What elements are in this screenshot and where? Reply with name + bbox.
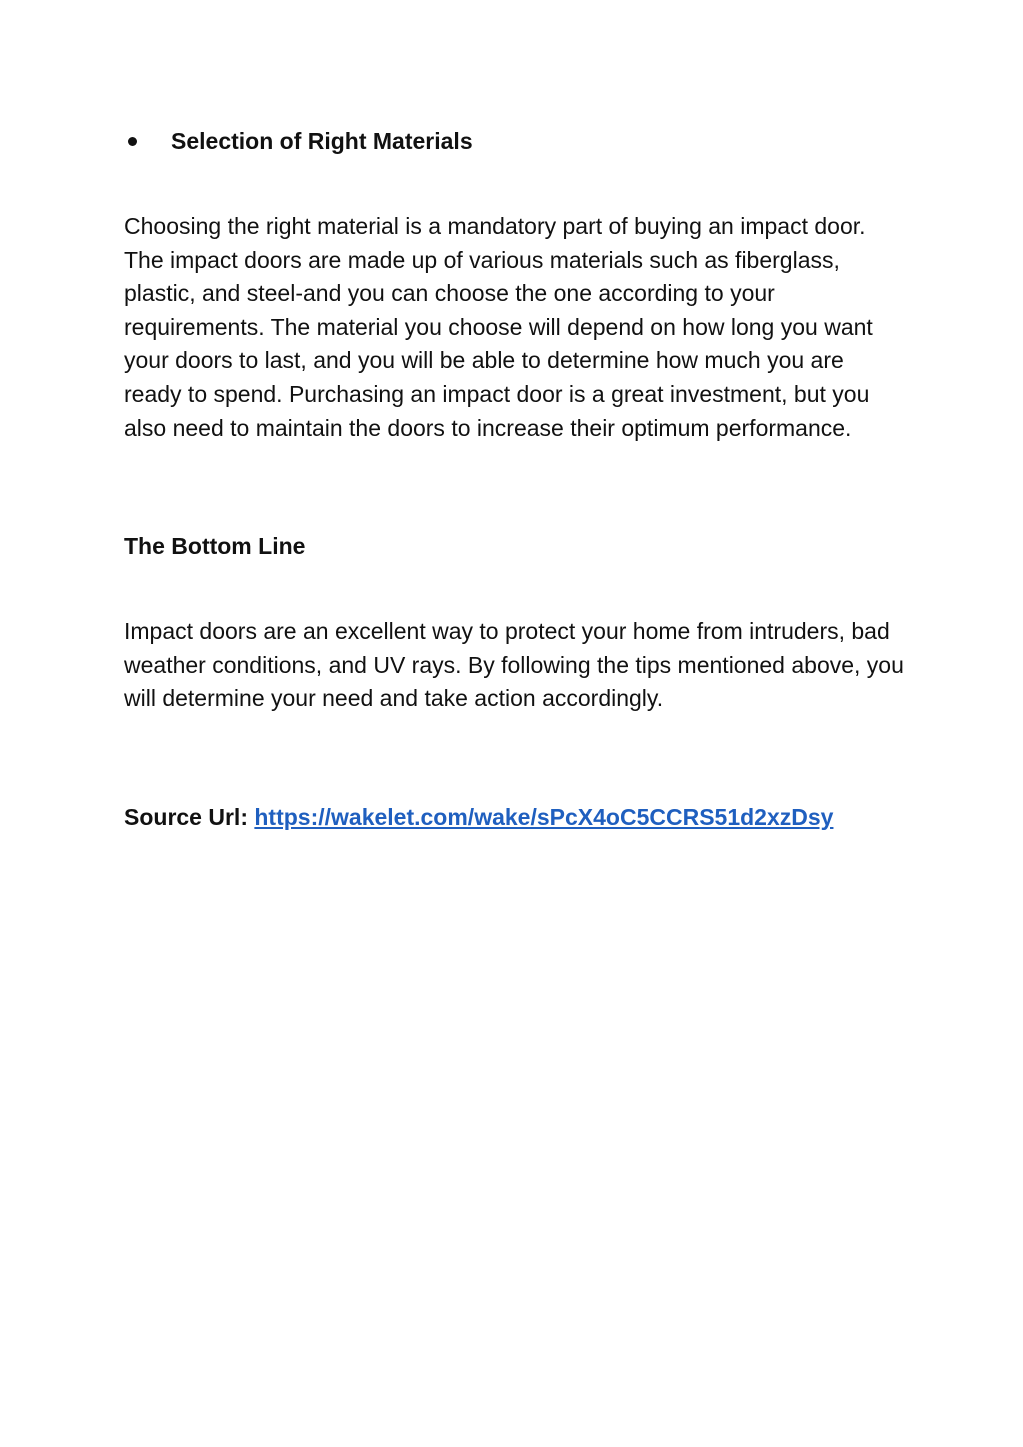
section-heading-bottom-line: The Bottom Line [124, 533, 306, 559]
paragraph-bottom-line: Impact doors are an excellent way to protect your home from intruders, bad weather conditions, and UV rays. By following the tips mentioned above, you will determine your need and take action accordingly. [124, 618, 904, 712]
bullet-icon [128, 137, 137, 146]
source-label: Source Url: [124, 804, 248, 830]
bulleted-heading [124, 124, 473, 158]
source-line [124, 800, 833, 834]
source-link[interactable]: https://wakelet.com/wake/sPcX4oC5CCRS51d2xzDsy [254, 804, 834, 830]
paragraph-materials: Choosing the right material is a mandatory part of buying an impact door. The impact doors are made up of various materials such as fiberglass, plastic, and steel-and you can choose the one according to your requirements. The material you choose will depend on how long you want your doors to last, and you will be able to determine how much you are ready to spend. Purchasing an impact door is a great investment, but you also need to maintain the doors to increase their optimum performance. [124, 213, 873, 441]
section-heading-materials: Selection of Right Materials [171, 128, 473, 154]
